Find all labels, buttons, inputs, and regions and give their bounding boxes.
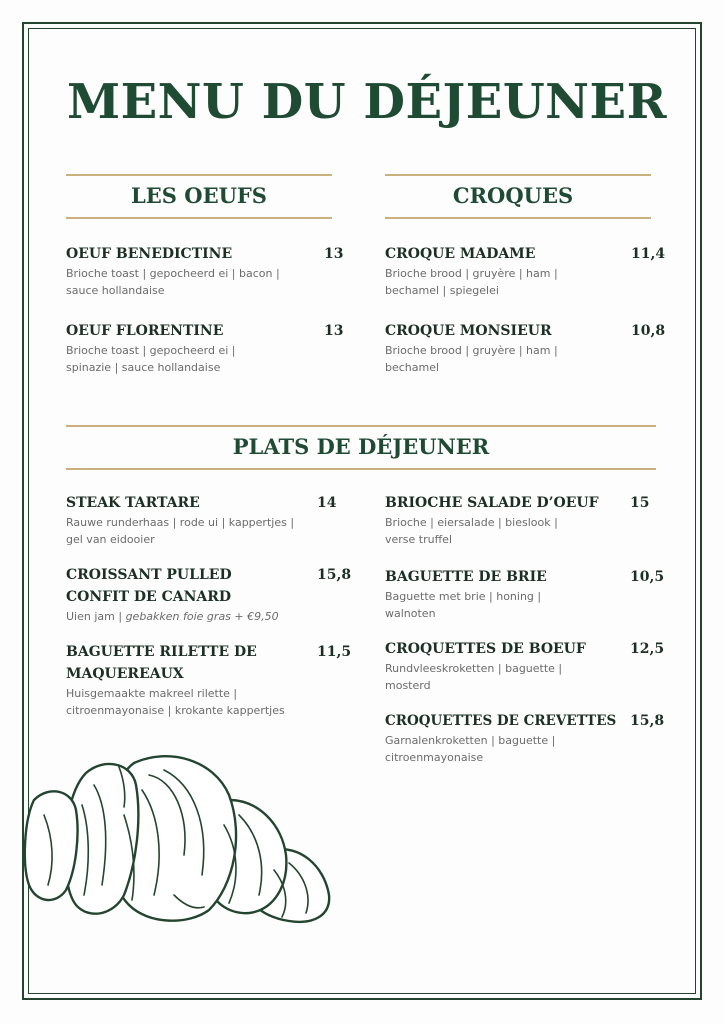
menu-item-croque-madame <box>385 243 665 299</box>
item-description: Baguette met brie | honing | <box>385 590 542 603</box>
item-price: 14 <box>317 495 337 511</box>
item-description: citroenmayonaise | krokante kappertjes <box>66 704 285 717</box>
menu-item-croque-monsieur <box>385 320 665 376</box>
description-supplement: gebakken foie gras + €9,50 <box>125 610 279 623</box>
item-name: OEUF FLORENTINE <box>66 323 224 339</box>
menu-item-steak-tartare <box>66 492 346 548</box>
item-price: 10,8 <box>631 323 666 339</box>
item-description: Garnalenkroketten | baguette | <box>385 734 556 747</box>
item-name: CROQUE MADAME <box>385 246 536 262</box>
item-description: spinazie | sauce hollandaise <box>66 361 221 374</box>
item-name: CROQUETTES DE CREVETTES <box>385 713 617 729</box>
item-price: 13 <box>324 323 344 339</box>
item-name: CROQUETTES DE BOEUF <box>385 641 586 657</box>
section-rule-top-plats <box>66 425 656 427</box>
section-title-oeufs: LES OEUFS <box>131 183 267 208</box>
section-rule-bottom-oeufs <box>66 217 332 219</box>
description-main: Uien jam | <box>66 610 126 623</box>
menu-item-baguette-rilette <box>66 641 356 719</box>
item-price: 11,4 <box>631 246 666 262</box>
section-rule-top-oeufs <box>66 174 332 176</box>
item-name: CROQUE MONSIEUR <box>385 323 552 339</box>
item-description <box>66 608 356 625</box>
item-price: 15,8 <box>317 567 352 583</box>
section-rule-bottom-croques <box>385 217 651 219</box>
item-name: BAGUETTE DE BRIE <box>385 569 547 585</box>
item-name: CROISSANT PULLED <box>66 567 232 583</box>
item-description: Rauwe runderhaas | rode ui | kappertjes | <box>66 516 295 529</box>
section-rule-bottom-plats <box>66 468 656 470</box>
menu-item-croquettes-boeuf <box>385 638 675 694</box>
item-description: Brioche brood | gruyère | ham | <box>385 267 558 280</box>
item-description: gel van eidooier <box>66 533 155 546</box>
item-price: 15,8 <box>630 713 665 729</box>
menu-item-brioche-salade <box>385 492 675 548</box>
section-rule-top-croques <box>385 174 651 176</box>
item-name: BRIOCHE SALADE D’OEUF <box>385 495 599 511</box>
item-description: Huisgemaakte makreel rilette | <box>66 687 238 700</box>
item-description: sauce hollandaise <box>66 284 165 297</box>
menu-item-oeuf-florentine <box>66 320 342 376</box>
item-description: walnoten <box>385 607 436 620</box>
section-title-plats: PLATS DE DÉJEUNER <box>232 434 490 459</box>
croissant-illustration-icon <box>24 745 334 925</box>
item-price: 12,5 <box>630 641 665 657</box>
item-name: OEUF BENEDICTINE <box>66 246 233 262</box>
menu-item-oeuf-benedictine <box>66 243 342 299</box>
item-description: Brioche toast | gepocheerd ei | <box>66 344 236 357</box>
section-title-croques: CROQUES <box>452 183 574 208</box>
item-price: 10,5 <box>630 569 665 585</box>
item-name: BAGUETTE RILETTE DE <box>66 644 257 660</box>
item-description: citroenmayonaise <box>385 751 484 764</box>
item-description: bechamel <box>385 361 440 374</box>
item-description: verse truffel <box>385 533 453 546</box>
item-description: Brioche toast | gepocheerd ei | bacon | <box>66 267 280 280</box>
item-description: bechamel | spiegelei <box>385 284 499 297</box>
menu-item-baguette-brie <box>385 566 675 622</box>
item-name-continued: CONFIT DE CANARD <box>66 589 232 605</box>
item-description: mosterd <box>385 679 431 692</box>
item-price: 11,5 <box>317 644 352 660</box>
item-price: 15 <box>630 495 650 511</box>
item-name-continued: MAQUEREAUX <box>66 666 184 682</box>
item-description: Brioche | eiersalade | bieslook | <box>385 516 558 529</box>
item-description: Rundvleeskroketten | baguette | <box>385 662 563 675</box>
menu-item-croissant-pulled <box>66 564 356 625</box>
item-name: STEAK TARTARE <box>66 495 200 511</box>
menu-item-croquettes-crevettes <box>385 710 675 766</box>
page-title: MENU DU DÉJEUNER <box>66 74 668 130</box>
item-description: Brioche brood | gruyère | ham | <box>385 344 558 357</box>
item-price: 13 <box>324 246 344 262</box>
